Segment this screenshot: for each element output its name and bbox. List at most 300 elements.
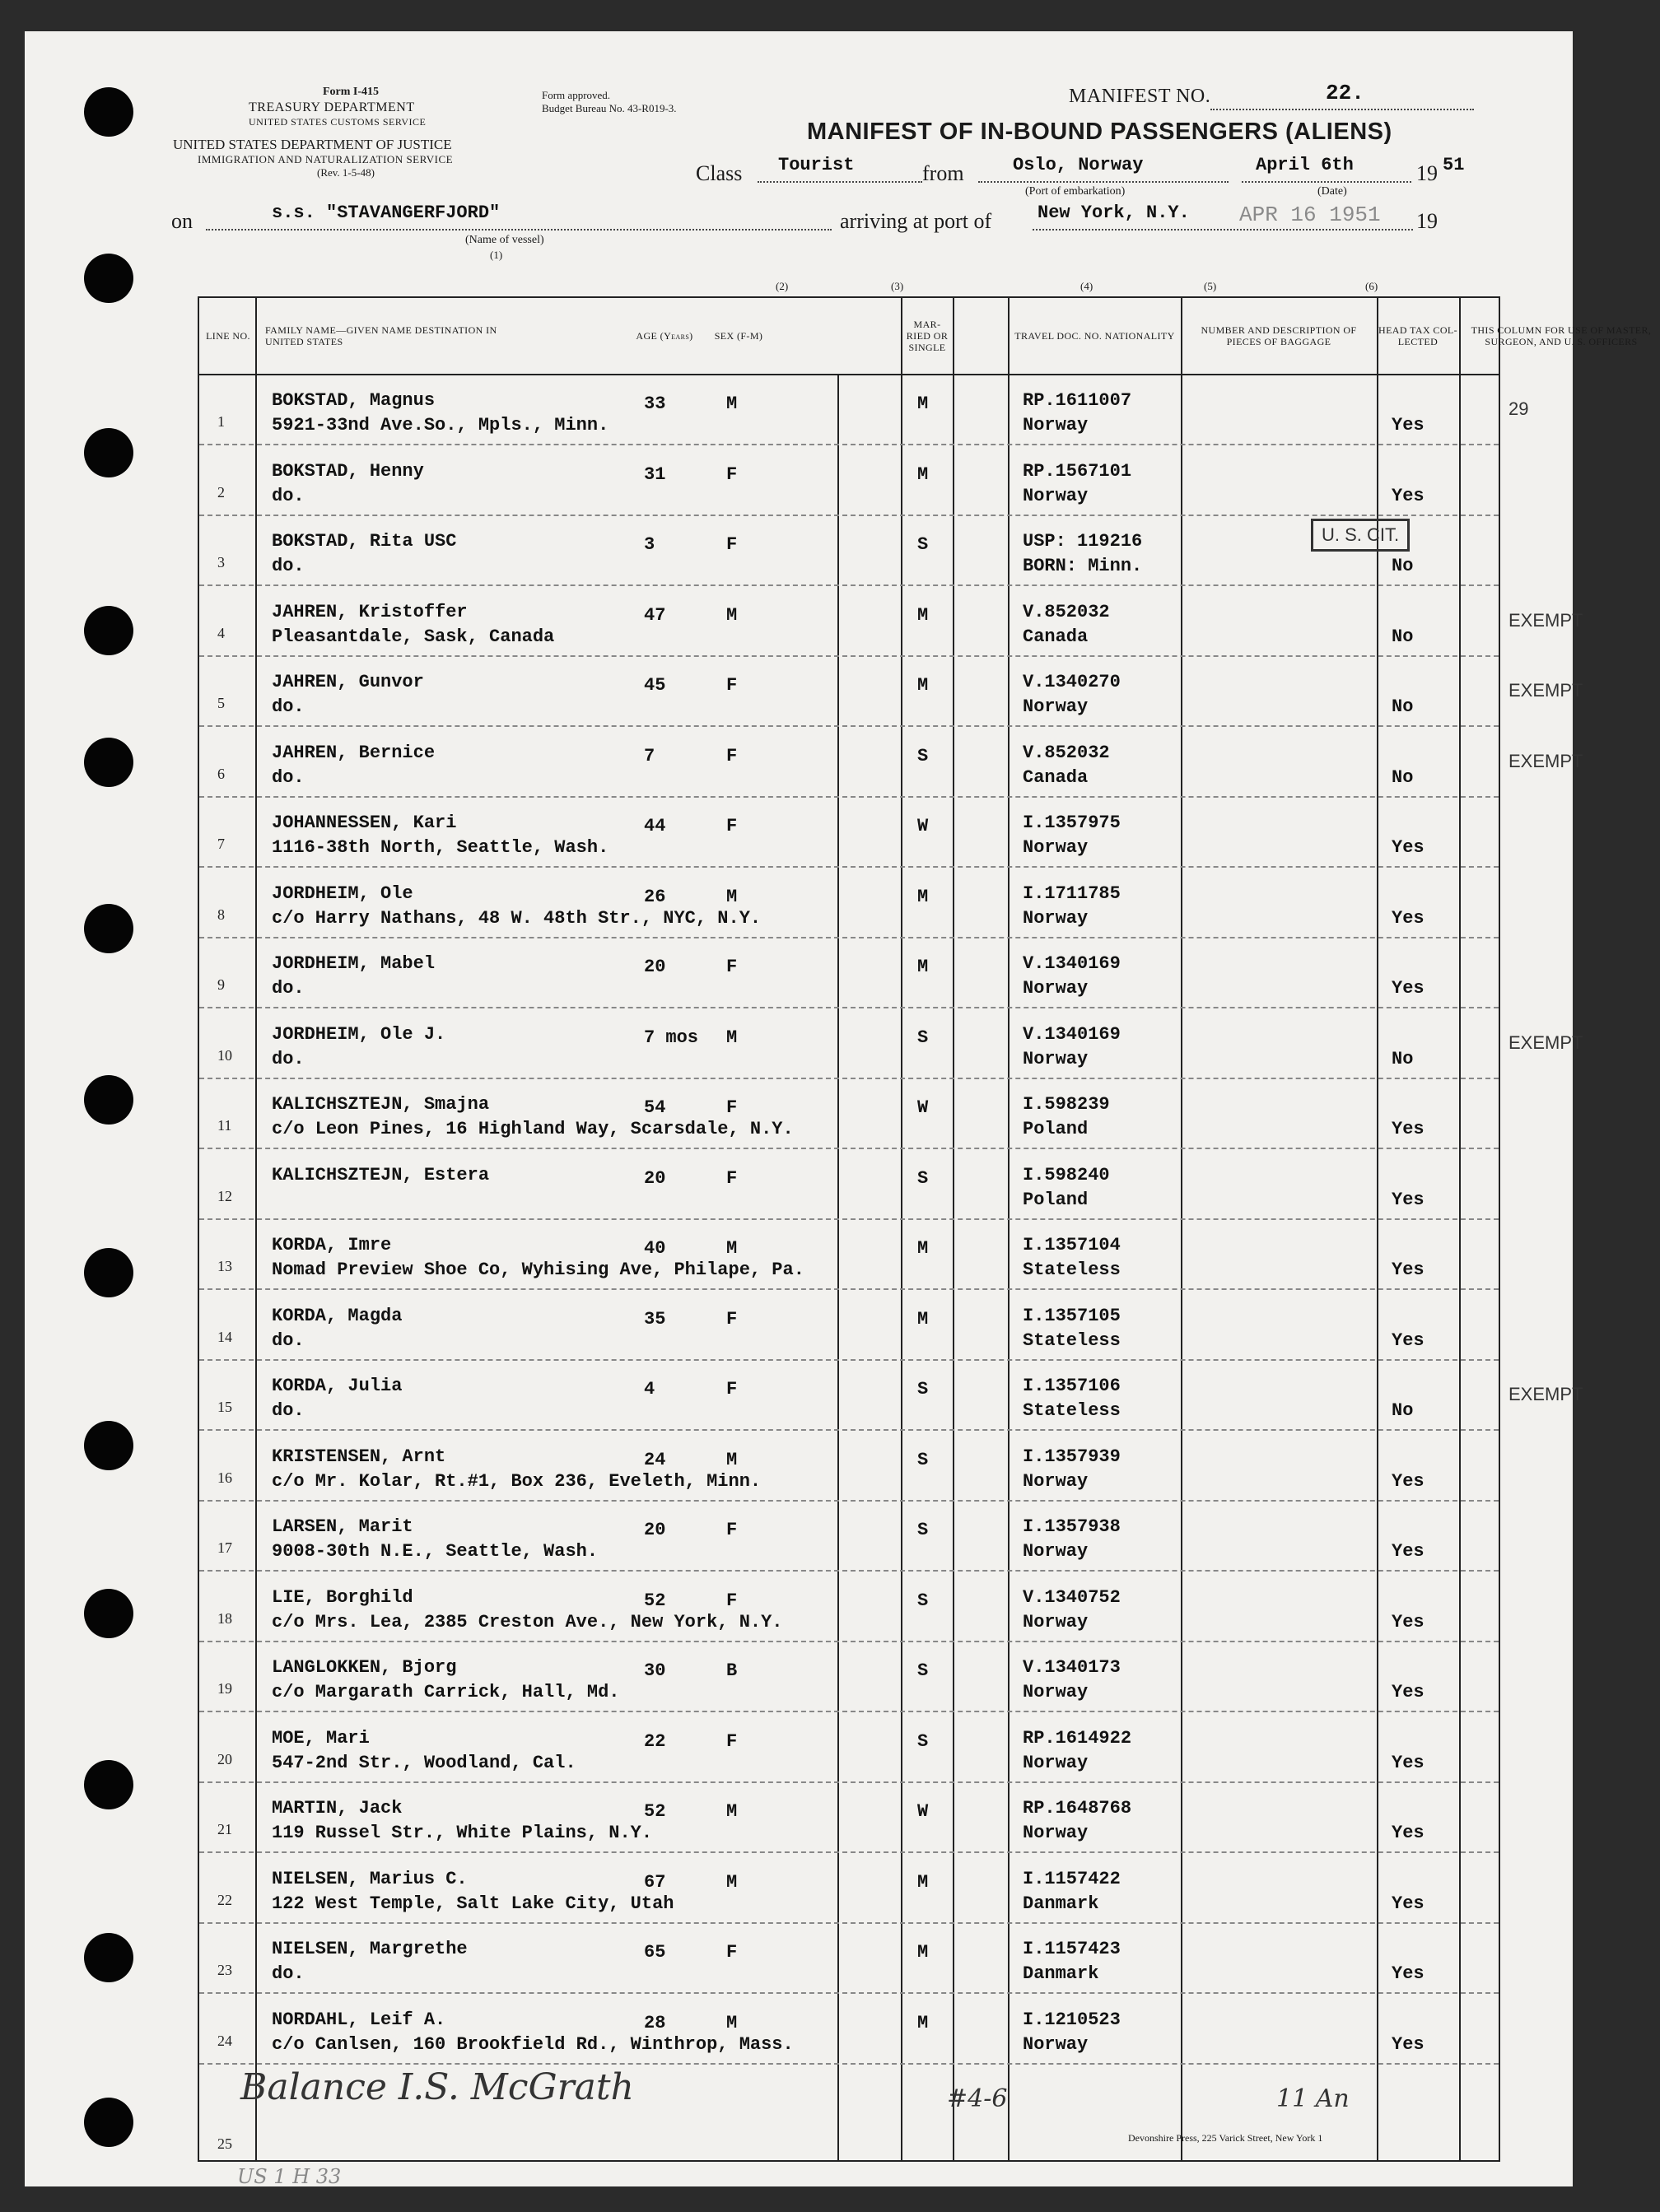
nationality: Canada: [1023, 626, 1089, 647]
nationality: Norway: [1023, 1470, 1089, 1492]
customs-service: UNITED STATES CUSTOMS SERVICE: [249, 116, 427, 128]
manifest-sheet: [25, 31, 1652, 2188]
passenger-name: KALICHSZTEJN, Estera: [272, 1164, 490, 1185]
form-number: Form I-415: [323, 86, 380, 98]
binder-hole: [84, 1248, 133, 1297]
nationality: Norway: [1023, 415, 1089, 435]
year-suffix: 51: [1443, 155, 1465, 175]
table-row: [199, 1922, 1499, 1994]
destination: do.: [272, 1963, 305, 1984]
head-tax: Yes: [1392, 1963, 1425, 1984]
age: 7: [644, 745, 655, 766]
age: 28: [644, 2012, 666, 2033]
marital-status: S: [917, 1449, 929, 1470]
table-row: [199, 515, 1499, 586]
head-tax: Yes: [1392, 978, 1425, 999]
nationality: Norway: [1023, 1048, 1089, 1069]
handwritten-margin-note: US 1 H 33: [237, 2165, 342, 2188]
table-row: [199, 1430, 1499, 1502]
binder-hole: [84, 606, 133, 655]
travel-doc-no: I.1157422: [1023, 1868, 1121, 1889]
table-row: [199, 1008, 1583, 1079]
header-line-no: LINE NO.: [206, 330, 250, 342]
binder-hole: [84, 428, 133, 477]
nationality: Norway: [1023, 1541, 1089, 1562]
line-number-25: 25: [217, 2135, 232, 2152]
nationality: Norway: [1023, 1752, 1089, 1773]
head-tax: Yes: [1392, 485, 1425, 506]
passenger-name: NIELSEN, Margrethe: [272, 1939, 468, 1959]
travel-doc-no: I.1357939: [1023, 1446, 1121, 1467]
sex: F: [726, 1730, 738, 1752]
travel-doc-no: V.1340169: [1023, 953, 1121, 974]
table-row: [199, 1711, 1499, 1783]
column-number-4: (4): [1080, 280, 1093, 292]
officer-note: EXEMPT: [1508, 1031, 1583, 1053]
age: 22: [644, 1730, 666, 1752]
age: 40: [644, 1238, 666, 1259]
age: 35: [644, 1308, 666, 1330]
marital-status: M: [917, 1942, 929, 1963]
passenger-name: JORDHEIM, Mabel: [272, 953, 436, 974]
line-number: 12: [217, 1187, 232, 1204]
travel-doc-no: I.1357105: [1023, 1305, 1121, 1326]
handwritten-balance: Balance I.S. McGrath: [240, 2066, 634, 2108]
binder-hole: [84, 1933, 133, 1982]
travel-doc-no: V.852032: [1023, 601, 1110, 622]
destination: Nomad Preview Shoe Co, Wyhising Ave, Philape, Pa.: [272, 1260, 804, 1280]
head-tax: Yes: [1392, 2033, 1425, 2055]
sex: M: [726, 886, 738, 907]
column-number-6: (6): [1365, 280, 1378, 292]
destination: 122 West Temple, Salt Lake City, Utah: [272, 1893, 674, 1914]
sex: M: [726, 1027, 738, 1048]
table-row: [199, 796, 1499, 868]
class-line: [758, 181, 922, 183]
passenger-name: MARTIN, Jack: [272, 1798, 403, 1818]
printer-credit: Devonshire Press, 225 Varick Street, New York 1: [1128, 2132, 1323, 2144]
marital-status: M: [917, 463, 929, 485]
travel-doc-no: V.852032: [1023, 742, 1110, 763]
line-number: 16: [217, 1469, 232, 1486]
destination: do.: [272, 1048, 305, 1069]
destination: do.: [272, 978, 305, 999]
age: 33: [644, 394, 666, 414]
arriving-label: arriving at port of: [840, 209, 992, 233]
travel-doc-no: I.1357104: [1023, 1235, 1121, 1255]
line-number: 4: [217, 624, 225, 641]
travel-doc-no: I.598239: [1023, 1094, 1110, 1115]
column-number-1: (1): [490, 249, 503, 261]
head-tax: No: [1392, 556, 1414, 576]
age: 20: [644, 1520, 666, 1540]
destination: c/o Leon Pines, 16 Highland Way, Scarsdale, N.Y.: [272, 1119, 794, 1139]
passenger-name: KORDA, Imre: [272, 1235, 392, 1255]
binder-hole: [84, 1075, 133, 1125]
age: 20: [644, 1167, 666, 1189]
marital-status: M: [917, 1871, 929, 1893]
destination: do.: [272, 556, 305, 576]
head-tax: Yes: [1392, 1893, 1425, 1914]
table-row: [199, 1571, 1499, 1642]
table-row: [199, 867, 1499, 938]
age: 7 mos: [644, 1027, 699, 1048]
sex: F: [726, 1379, 738, 1399]
binder-hole: [84, 1760, 133, 1809]
nationality: Poland: [1023, 1119, 1089, 1139]
page-title: MANIFEST OF IN-BOUND PASSENGERS (ALIENS): [807, 119, 1392, 145]
destination: c/o Mr. Kolar, Rt.#1, Box 236, Eveleth, Minn.: [272, 1470, 762, 1492]
head-tax: Yes: [1392, 1682, 1425, 1702]
travel-doc-no: I.1157423: [1023, 1939, 1121, 1959]
destination: c/o Margarath Carrick, Hall, Md.: [272, 1682, 620, 1702]
form-approved: Form approved.: [542, 89, 611, 101]
officer-note: EXEMPT: [1508, 1384, 1583, 1404]
table-row: [199, 1148, 1499, 1220]
marital-status: W: [917, 1097, 929, 1118]
travel-doc-no: RP.1567101: [1023, 460, 1132, 482]
travel-doc-no: I.1711785: [1023, 882, 1121, 904]
vessel-name: s.s. "STAVANGERFJORD": [272, 203, 501, 223]
marital-status: S: [917, 1590, 929, 1611]
line-number: 15: [217, 1399, 232, 1415]
passenger-table: [198, 296, 1652, 2162]
sex: F: [726, 1308, 738, 1330]
date-line: [1242, 181, 1411, 183]
age: 52: [644, 1801, 666, 1822]
travel-doc-no: V.1340752: [1023, 1586, 1121, 1608]
line-number: 11: [217, 1117, 232, 1134]
officer-note: EXEMPT: [1508, 750, 1583, 771]
head-tax: Yes: [1392, 837, 1425, 858]
passenger-name: LANGLOKKEN, Bjorg: [272, 1657, 457, 1678]
age: 47: [644, 604, 666, 626]
passenger-name: KALICHSZTEJN, Smajna: [272, 1094, 490, 1115]
line-number: 1: [217, 413, 225, 430]
travel-doc-no: I.598240: [1023, 1164, 1110, 1185]
binder-hole: [84, 254, 133, 303]
table-row: [199, 1078, 1499, 1149]
passenger-name: NIELSEN, Marius C.: [272, 1868, 468, 1889]
head-tax: Yes: [1392, 415, 1425, 435]
nationality: Danmark: [1023, 1893, 1099, 1914]
age: 31: [644, 463, 666, 485]
line-number: 23: [217, 1962, 232, 1978]
marital-status: W: [917, 1801, 929, 1822]
destination: Pleasantdale, Sask, Canada: [272, 626, 555, 647]
passenger-name: JAHREN, Bernice: [272, 742, 436, 763]
travel-doc-no: V.1340270: [1023, 672, 1121, 692]
nationality: Norway: [1023, 1611, 1089, 1632]
travel-doc-no: I.1357938: [1023, 1516, 1121, 1537]
age: 54: [644, 1097, 666, 1118]
embarkation-date: April 6th: [1256, 155, 1354, 175]
head-tax: No: [1392, 1400, 1414, 1421]
header-age: AGE (Years): [636, 330, 693, 342]
binder-hole: [84, 1589, 133, 1638]
passenger-name: LIE, Borghild: [272, 1586, 413, 1608]
officer-note: 29: [1508, 398, 1529, 419]
passenger-name: JORDHEIM, Ole J.: [272, 1023, 446, 1045]
nationality: Canada: [1023, 766, 1089, 788]
header-name: FAMILY NAME—GIVEN NAME DESTINATION IN UNITED STATES: [265, 324, 497, 347]
sex: M: [726, 1871, 738, 1893]
passenger-name: JOHANNESSEN, Kari: [272, 813, 457, 833]
sex: F: [726, 957, 738, 977]
table-row: [199, 1993, 1499, 2065]
line-number: 6: [217, 765, 225, 782]
head-tax: Yes: [1392, 1189, 1425, 1210]
destination: c/o Harry Nathans, 48 W. 48th Str., NYC, N.Y.: [272, 907, 762, 929]
year-prefix: 19: [1416, 161, 1438, 185]
head-tax: Yes: [1392, 1541, 1425, 1562]
table-row: [199, 1781, 1499, 1853]
marital-status: S: [917, 534, 929, 555]
line-number: 3: [217, 554, 225, 570]
passenger-name: KORDA, Julia: [272, 1376, 403, 1396]
travel-doc-no: RP.1614922: [1023, 1727, 1132, 1749]
line-number: 13: [217, 1258, 232, 1274]
passenger-name: LARSEN, Marit: [272, 1516, 413, 1537]
class-label: Class: [696, 161, 743, 185]
nationality: Norway: [1023, 837, 1089, 858]
binder-hole: [84, 904, 133, 953]
travel-doc-no: RP.1611007: [1023, 390, 1132, 411]
line-number: 7: [217, 836, 225, 852]
treasury-department: TREASURY DEPARTMENT: [249, 100, 415, 114]
line-number: 5: [217, 695, 225, 711]
header-sex: SEX (F-M): [714, 330, 763, 342]
marital-status: S: [917, 1520, 929, 1540]
marital-status: S: [917, 745, 929, 766]
head-tax: No: [1392, 1048, 1414, 1069]
marital-status: M: [917, 1308, 929, 1330]
table-row: [199, 1500, 1499, 1572]
marital-status: S: [917, 1167, 929, 1189]
nationality: Stateless: [1023, 1400, 1121, 1421]
marital-status: S: [917, 1027, 929, 1048]
form-revision: (Rev. 1-5-48): [317, 166, 375, 179]
nationality: Norway: [1023, 485, 1089, 506]
manifest-no-line: [1210, 109, 1474, 110]
age: 65: [644, 1942, 666, 1963]
nationality: Norway: [1023, 696, 1089, 717]
on-label: on: [171, 209, 193, 233]
age: 24: [644, 1449, 666, 1470]
nationality: Norway: [1023, 907, 1089, 929]
destination: 1116-38th North, Seattle, Wash.: [272, 837, 609, 858]
nationality: Norway: [1023, 2033, 1089, 2055]
table-row: [199, 1218, 1499, 1290]
nationality: Norway: [1023, 1823, 1089, 1843]
line-number: 22: [217, 1891, 232, 1908]
table-row: [199, 374, 1529, 445]
line-number: 18: [217, 1609, 232, 1627]
marital-status: M: [917, 604, 929, 626]
header-travel-doc: TRAVEL DOC. NO. NATIONALITY: [1014, 330, 1175, 342]
passenger-name: BOKSTAD, Magnus: [272, 390, 436, 411]
age: 67: [644, 1871, 666, 1893]
table-row: [199, 726, 1583, 798]
header-head-tax: HEAD TAX COL-LECTED: [1378, 324, 1458, 347]
destination: do.: [272, 696, 305, 717]
head-tax: No: [1392, 626, 1414, 647]
arrival-port-line: [1033, 229, 1413, 231]
nationality: Stateless: [1023, 1260, 1121, 1280]
port-of-embarkation: Oslo, Norway: [1013, 155, 1144, 175]
line-number: 19: [217, 1680, 232, 1697]
binder-hole: [84, 738, 133, 787]
destination: do.: [272, 1330, 305, 1351]
header-baggage: NUMBER AND DESCRIPTION OF PIECES OF BAGGAGE: [1201, 324, 1357, 347]
sex: F: [726, 745, 738, 766]
marital-status: S: [917, 1730, 929, 1752]
line-number: 9: [217, 976, 225, 993]
ins-service: IMMIGRATION AND NATURALIZATION SERVICE: [198, 153, 454, 165]
vessel-line: [206, 229, 832, 231]
manifest-no-value: 22.: [1326, 81, 1364, 105]
travel-doc-no: I.1210523: [1023, 2009, 1121, 2030]
line-number: 21: [217, 1821, 232, 1837]
travel-doc-no: RP.1648768: [1023, 1798, 1132, 1818]
sex: B: [726, 1660, 738, 1681]
line-number: 17: [217, 1539, 232, 1556]
table-row: [199, 655, 1583, 727]
age: 30: [644, 1660, 666, 1681]
age: 52: [644, 1590, 666, 1611]
destination: 119 Russel Str., White Plains, N.Y.: [272, 1823, 653, 1843]
sex: F: [726, 675, 738, 696]
head-tax: No: [1392, 766, 1414, 788]
age: 3: [644, 534, 655, 555]
column-number-3: (3): [891, 280, 904, 292]
nationality: BORN: Minn.: [1023, 556, 1143, 576]
line-number: 24: [217, 2032, 232, 2049]
handwritten-time: 11 An: [1276, 2084, 1350, 2113]
marital-status: M: [917, 1238, 929, 1259]
arrival-date-stamp: APR 16 1951: [1239, 203, 1381, 227]
sex: F: [726, 1167, 738, 1189]
officer-note: EXEMPT: [1508, 680, 1583, 701]
binder-hole: [84, 87, 133, 137]
head-tax: Yes: [1392, 1330, 1425, 1351]
sex: M: [726, 2012, 738, 2033]
header-married: MAR-RIED OR SINGLE: [906, 319, 949, 353]
nationality: Danmark: [1023, 1963, 1099, 1984]
passenger-name: KORDA, Magda: [272, 1305, 403, 1326]
head-tax: No: [1392, 696, 1414, 717]
destination: c/o Mrs. Lea, 2385 Creston Ave., New York, N.Y.: [272, 1611, 783, 1632]
destination: 5921-33nd Ave.So., Mpls., Minn.: [272, 415, 609, 435]
nationality: Poland: [1023, 1189, 1089, 1210]
table-row: [199, 937, 1499, 1008]
class-value: Tourist: [778, 155, 855, 175]
header-officers: THIS COLUMN FOR USE OF MASTER, SURGEON, AND U. S. OFFICERS: [1471, 324, 1652, 347]
head-tax: Yes: [1392, 1752, 1425, 1773]
passenger-name: BOKSTAD, Henny: [272, 460, 424, 482]
sex: F: [726, 1097, 738, 1118]
arrival-port: New York, N.Y.: [1038, 203, 1190, 223]
sex: F: [726, 1590, 738, 1611]
line-number: 10: [217, 1046, 232, 1064]
passenger-name: NORDAHL, Leif A.: [272, 2009, 446, 2030]
table-row: [199, 1852, 1499, 1924]
line-number: 20: [217, 1750, 232, 1767]
sex: M: [726, 1801, 738, 1822]
handwritten-case-number: #4-6: [947, 2084, 1008, 2113]
head-tax: Yes: [1392, 1260, 1425, 1280]
head-tax: Yes: [1392, 1470, 1425, 1492]
table-row: [199, 1289, 1499, 1361]
line-number: 2: [217, 483, 225, 501]
us-cit-stamp: U. S. CIT.: [1311, 519, 1410, 552]
travel-doc-no: I.1357106: [1023, 1376, 1121, 1396]
age: 26: [644, 886, 666, 907]
passenger-name: MOE, Mari: [272, 1727, 370, 1749]
travel-doc-no: V.1340173: [1023, 1657, 1121, 1678]
sex: M: [726, 394, 738, 414]
destination: do.: [272, 485, 305, 506]
binder-hole: [84, 2098, 133, 2147]
column-number-2: (2): [776, 280, 789, 292]
marital-status: S: [917, 1379, 929, 1399]
age: 4: [644, 1379, 655, 1399]
manifest-no-label: MANIFEST NO.: [1069, 86, 1211, 107]
marital-status: M: [917, 675, 929, 696]
age: 45: [644, 675, 666, 696]
column-number-5: (5): [1204, 280, 1217, 292]
head-tax: Yes: [1392, 907, 1425, 929]
age: 44: [644, 816, 666, 836]
sex: M: [726, 1238, 738, 1259]
arrival-year-prefix: 19: [1416, 209, 1438, 233]
marital-status: M: [917, 394, 929, 414]
sex: M: [726, 604, 738, 626]
destination: c/o Canlsen, 160 Brookfield Rd., Winthrop, Mass.: [272, 2033, 794, 2055]
marital-status: M: [917, 2012, 929, 2033]
marital-status: M: [917, 886, 929, 907]
budget-bureau: Budget Bureau No. 43-R019-3.: [542, 102, 677, 114]
from-label: from: [922, 161, 964, 185]
binder-hole: [84, 1421, 133, 1470]
destination: do.: [272, 1400, 305, 1421]
sex: M: [726, 1449, 738, 1470]
table-header: [199, 298, 1652, 375]
officer-note: EXEMPT: [1508, 609, 1583, 631]
table-row: [199, 585, 1583, 657]
passenger-name: BOKSTAD, Rita USC: [272, 531, 457, 552]
marital-status: S: [917, 1660, 929, 1681]
head-tax: Yes: [1392, 1611, 1425, 1632]
destination: do.: [272, 766, 305, 788]
destination: 9008-30th N.E., Seattle, Wash.: [272, 1541, 599, 1562]
table-row: [199, 445, 1499, 516]
passenger-name: JAHREN, Kristoffer: [272, 601, 468, 622]
port-caption: (Port of embarkation): [1025, 185, 1126, 198]
port-line: [978, 181, 1229, 183]
department-of-justice: UNITED STATES DEPARTMENT OF JUSTICE: [173, 137, 452, 152]
marital-status: M: [917, 957, 929, 977]
sex: F: [726, 1942, 738, 1963]
destination: 547-2nd Str., Woodland, Cal.: [272, 1752, 576, 1773]
passenger-name: KRISTENSEN, Arnt: [272, 1446, 446, 1467]
nationality: Norway: [1023, 1682, 1089, 1702]
date-caption: (Date): [1317, 185, 1347, 198]
passenger-name: JORDHEIM, Ole: [272, 882, 413, 904]
nationality: Norway: [1023, 978, 1089, 999]
marital-status: W: [917, 816, 929, 836]
age: 20: [644, 957, 666, 977]
